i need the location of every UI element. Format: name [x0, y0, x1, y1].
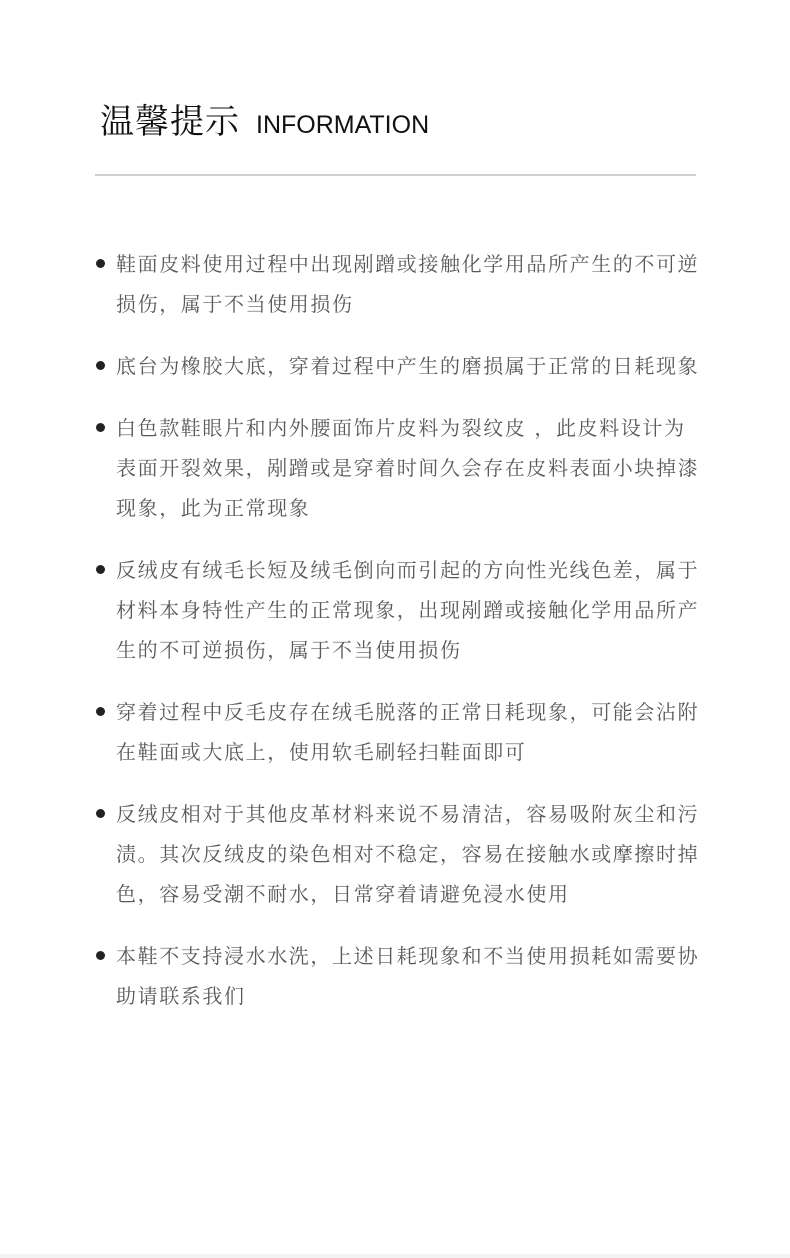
notice-text: 穿着过程中反毛皮存在绒毛脱落的正常日耗现象，可能会沾附在鞋面或大底上，使用软毛刷轻扫鞋面即可 — [116, 700, 700, 764]
notice-item — [92, 794, 702, 914]
bullet-dot-icon — [96, 951, 105, 960]
notice-item — [92, 550, 702, 670]
notice-item — [92, 346, 702, 386]
bullet-dot-icon — [96, 565, 105, 574]
notice-text: 本鞋不支持浸水水洗，上述日耗现象和不当使用损耗如需要协助请联系我们 — [116, 944, 700, 1008]
header-divider — [95, 174, 696, 176]
section-subtitle: INFORMATION — [256, 111, 430, 139]
notice-list — [92, 244, 702, 1038]
notice-item — [92, 692, 702, 772]
bullet-dot-icon — [96, 423, 105, 432]
footer-band — [0, 1254, 790, 1258]
notice-text: 反绒皮有绒毛长短及绒毛倒向而引起的方向性光线色差，属于材料本身特性产生的正常现象，出现剐蹭或接触化学用品所产生的不可逆损伤，属于不当使用损伤 — [116, 558, 700, 662]
section-title: 温馨提示 — [100, 102, 240, 142]
notice-item — [92, 244, 702, 324]
bullet-dot-icon — [96, 259, 105, 268]
notice-text: 底台为橡胶大底，穿着过程中产生的磨损属于正常的日耗现象 — [116, 354, 700, 378]
notice-item — [92, 936, 702, 1016]
bullet-dot-icon — [96, 707, 105, 716]
bullet-dot-icon — [96, 361, 105, 370]
notice-item — [92, 408, 702, 528]
section-header — [100, 100, 700, 150]
notice-text: 鞋面皮料使用过程中出现剐蹭或接触化学用品所产生的不可逆损伤，属于不当使用损伤 — [116, 252, 700, 316]
bullet-dot-icon — [96, 809, 105, 818]
notice-text: 反绒皮相对于其他皮革材料来说不易清洁，容易吸附灰尘和污渍。其次反绒皮的染色相对不稳定，容易在接触水或摩擦时掉色，容易受潮不耐水，日常穿着请避免浸水使用 — [116, 802, 700, 906]
notice-text: 白色款鞋眼片和内外腰面饰片皮料为裂纹皮 ，此皮料设计为表面开裂效果，剐蹭或是穿着时间久会存在皮料表面小块掉漆现象，此为正常现象 — [116, 416, 700, 520]
